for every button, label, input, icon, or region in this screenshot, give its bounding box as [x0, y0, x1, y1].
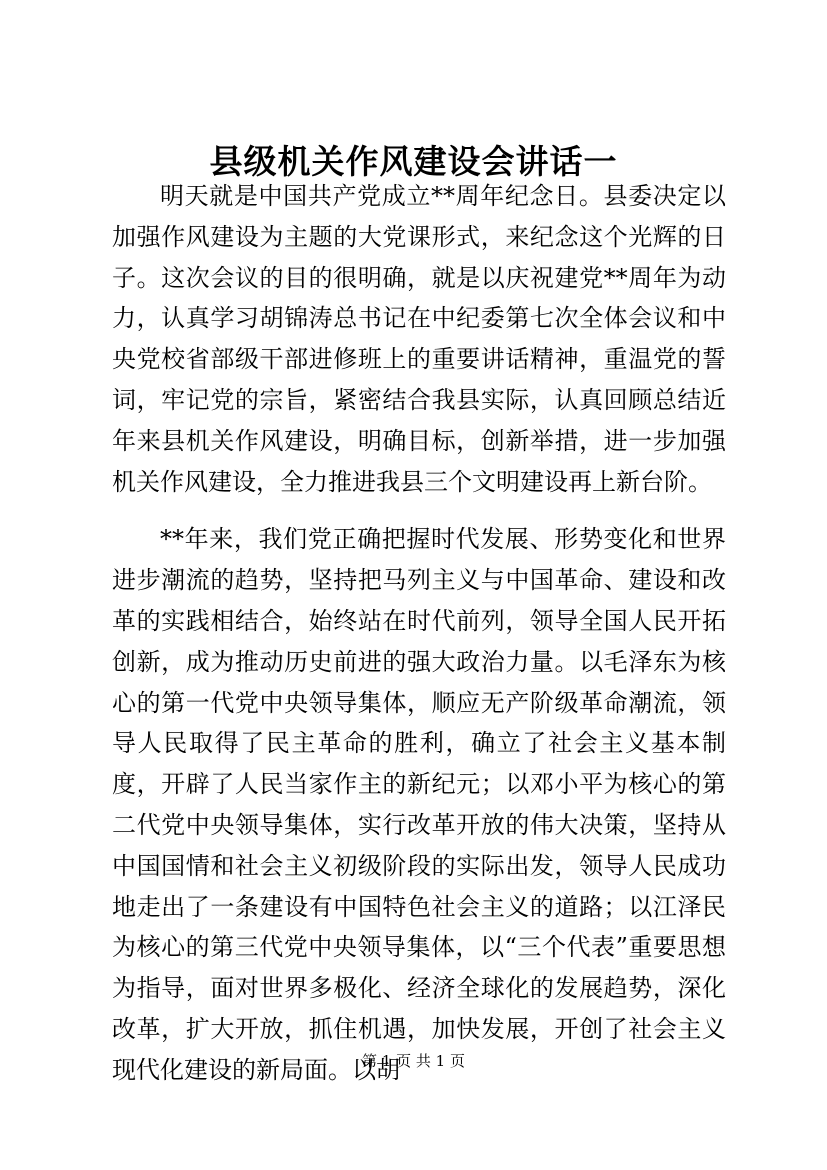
document-title: 县级机关作风建设会讲话一: [209, 142, 618, 181]
page-footer: 第 1 页 共 1 页: [362, 1052, 465, 1070]
paragraph-2: **年来，我们党正确把握时代发展、形势变化和世界进步潮流的趋势，坚持把马列主义与中国革命、建设和改革的实践相结合，始终站在时代前列，领导全国人民开拓创新，成为推动历史前进的强大政治力量。以毛泽东为核心的第一代党中央领导集体，顺应无产阶级革命潮流，领导人民取得了民主革命的胜利，确立了社会主义基本制度，开辟了人民当家作主的新纪元；以邓小平为核心的第二代党中央领导集体，实行改革开放的伟大决策，坚持从中国国情和社会主义初级阶段的实际出发，领导人民成功地走出了一条建设有中国特色社会主义的道路；以江泽民为核心的第三代党中央领导集体，以“三个代表”重要思想为指导，面对世界多极化、经济全球化的发展趋势，深化改革，扩大开放，抓住机遇，加快发展，开创了社会主义现代化建设的新局面。以胡: [112, 525, 726, 1084]
paragraph-1: 明天就是中国共产党成立**周年纪念日。县委决定以加强作风建设为主题的大党课形式，来纪念这个光辉的日子。这次会议的目的很明确，就是以庆祝建党**周年为动力，认真学习胡锦涛总书记在中纪委第七次全体会议和中央党校省部级干部进修班上的重要讲话精神，重温党的誓词，牢记党的宗旨，紧密结合我县实际，认真回顾总结近年来县机关作风建设，明确目标，创新举措，进一步加强机关作风建设，全力推进我县三个文明建设再上新台阶。: [112, 182, 726, 496]
document-body: [112, 176, 726, 1091]
